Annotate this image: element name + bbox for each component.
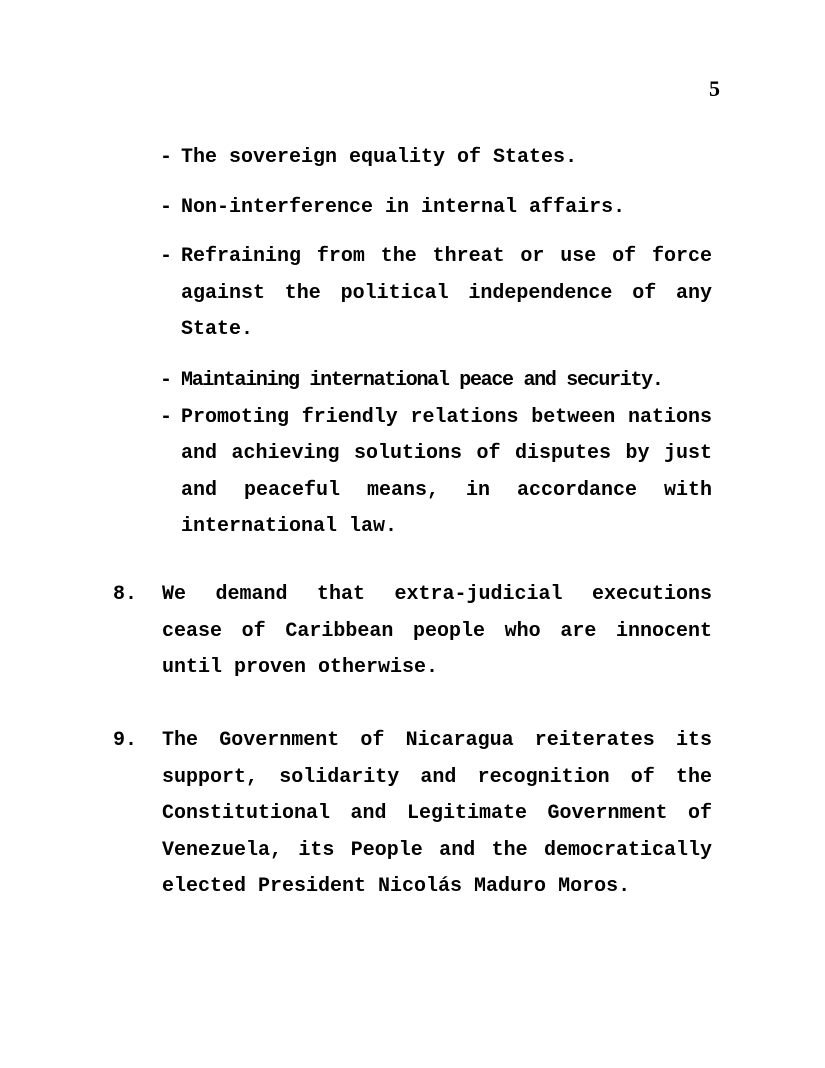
paragraph-8 xyxy=(113,577,712,687)
paragraph-text: We demand that extra-judicial executions cease of Caribbean people who are innocent until proven otherwise. xyxy=(162,583,712,680)
page-number: 5 xyxy=(709,76,720,101)
list-item xyxy=(160,140,712,177)
list-item-text: Maintaining international peace and security. xyxy=(181,368,663,392)
list-item xyxy=(160,363,712,400)
paragraph-number: 9. xyxy=(113,729,138,752)
list-item-text: Refraining from the threat or use of force against the political independence of any State. xyxy=(181,245,712,342)
list-item xyxy=(160,190,712,227)
paragraph-number: 8. xyxy=(113,583,138,606)
principles-list xyxy=(160,140,712,546)
list-item xyxy=(160,400,712,546)
bullet-marker: - xyxy=(160,368,173,392)
list-item-text: Promoting friendly relations between nations and achieving solutions of disputes by just and peaceful means, in accordance with international law. xyxy=(181,405,712,539)
list-item xyxy=(160,239,712,349)
list-item-text: Non-interference in internal affairs. xyxy=(181,195,626,219)
bullet-marker: - xyxy=(160,405,173,429)
bullet-marker: - xyxy=(160,245,173,269)
list-item-text: The sovereign equality of States. xyxy=(181,146,578,169)
bullet-marker: - xyxy=(160,195,173,219)
paragraph-9 xyxy=(113,723,712,906)
paragraph-text: The Government of Nicaragua reiterates its support, solidarity and recognition of the Constitutional and Legitimate Government of Venezuela, its People and the democratically elected President Nicolás Maduro Moros. xyxy=(162,729,712,899)
bullet-marker: - xyxy=(160,146,173,169)
